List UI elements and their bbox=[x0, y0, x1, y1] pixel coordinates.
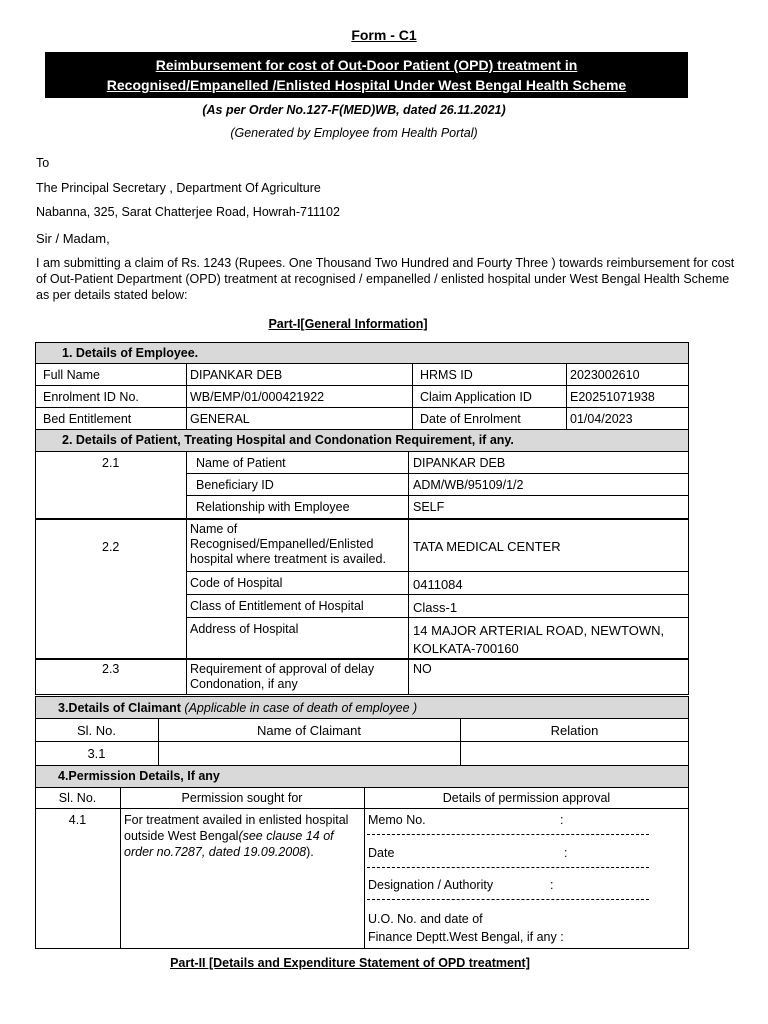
part1-title: Part-I[General Information] bbox=[268, 317, 428, 331]
patient-value: DIPANKAR DEB bbox=[413, 456, 506, 470]
section2-heading: 2. Details of Patient, Treating Hospital and Condonation Requirement, if any. bbox=[62, 433, 514, 447]
hospital-value: TATA MEDICAL CENTER bbox=[413, 539, 561, 554]
section4-heading: 4.Permission Details, If any bbox=[58, 769, 220, 783]
row-2-2: 2.2 bbox=[102, 540, 120, 554]
claimant-col-relation: Relation bbox=[550, 723, 599, 738]
hrms-label: HRMS ID bbox=[420, 368, 473, 382]
form-title: Form - C1 bbox=[351, 27, 417, 43]
doe-value: 01/04/2023 bbox=[570, 412, 633, 426]
part2-title: Part-II [Details and Expenditure Statement of OPD treatment] bbox=[170, 956, 530, 970]
designation-label: Designation / Authority bbox=[368, 878, 494, 892]
delay-value: NO bbox=[413, 662, 432, 676]
section3-heading: 3.Details of Claimant (Applicable in case of death of employee ) bbox=[58, 701, 418, 715]
date-colon: : bbox=[564, 846, 568, 860]
address-label: Address of Hospital bbox=[190, 622, 299, 636]
class-value: Class-1 bbox=[413, 600, 458, 615]
permission-row-sl: 4.1 bbox=[68, 813, 87, 827]
row-2-3: 2.3 bbox=[102, 662, 120, 676]
relationship-value: SELF bbox=[413, 500, 445, 514]
code-value: 0411084 bbox=[413, 577, 463, 592]
designation-colon: : bbox=[550, 878, 554, 892]
full-name-label: Full Name bbox=[43, 368, 100, 382]
claim-value: E20251071938 bbox=[570, 390, 655, 404]
generated-note: (Generated by Employee from Health Portal) bbox=[230, 126, 478, 140]
hospital-label: Name of Recognised/Empanelled/Enlisted hospital where treatment is availed. bbox=[190, 522, 386, 566]
beneficiary-label: Beneficiary ID bbox=[196, 478, 274, 492]
permission-col-details: Details of permission approval bbox=[442, 791, 611, 805]
enrolment-label: Enrolment ID No. bbox=[43, 390, 139, 404]
banner-line-1: Reimbursement for cost of Out-Door Patient (OPD) treatment in bbox=[155, 57, 578, 73]
delay-label: Requirement of approval of delay Condonation, if any bbox=[190, 662, 375, 691]
memo-label: Memo No. bbox=[368, 813, 426, 827]
letter-to: To bbox=[36, 156, 50, 170]
date-label: Date bbox=[368, 846, 395, 860]
hrms-value: 2023002610 bbox=[570, 368, 640, 382]
section1-heading: 1. Details of Employee. bbox=[62, 346, 199, 360]
form-banner bbox=[45, 52, 688, 98]
class-label: Class of Entitlement of Hospital bbox=[190, 599, 364, 613]
row-2-1: 2.1 bbox=[102, 456, 120, 470]
beneficiary-value: ADM/WB/95109/1/2 bbox=[413, 478, 524, 492]
permission-sought-text: For treatment availed in enlisted hospital outside West Bengal(see clause 14 of order no.7287, dated 19.09.2008). bbox=[124, 813, 349, 859]
divider bbox=[367, 834, 649, 835]
permission-col-sl: Sl. No. bbox=[58, 791, 97, 805]
claimant-col-name: Name of Claimant bbox=[256, 723, 362, 738]
order-reference: (As per Order No.127-F(MED)WB, dated 26.11.2021) bbox=[202, 103, 506, 117]
letter-salutation: Sir / Madam, bbox=[36, 231, 110, 246]
letter-body: I am submitting a claim of Rs. 1243 (Rupees. One Thousand Two Hundred and Fourty Three ) towards reimbursement for cost of Out-Patient Department (OPD) treatment at recognised / empanelled / enlisted hospital under West Bengal Health Scheme as per details stated below: bbox=[36, 256, 735, 302]
memo-colon: : bbox=[560, 813, 564, 827]
claimant-row-sl: 3.1 bbox=[87, 746, 106, 761]
uo-label: U.O. No. and date of Finance Deptt.West Bengal, if any : bbox=[368, 912, 564, 944]
doe-label: Date of Enrolment bbox=[420, 412, 521, 426]
letter-address: Nabanna, 325, Sarat Chatterjee Road, Howrah-711102 bbox=[36, 205, 340, 219]
bed-label: Bed Entitlement bbox=[43, 412, 132, 426]
divider bbox=[367, 899, 649, 900]
banner-line-2: Recognised/Empanelled /Enlisted Hospital Under West Bengal Health Scheme bbox=[106, 77, 627, 93]
address-value: 14 MAJOR ARTERIAL ROAD, NEWTOWN, KOLKATA-700160 bbox=[413, 623, 665, 656]
patient-label: Name of Patient bbox=[196, 456, 286, 470]
letter-addressee: The Principal Secretary , Department Of Agriculture bbox=[36, 181, 321, 195]
full-name-value: DIPANKAR DEB bbox=[190, 368, 283, 382]
divider bbox=[367, 867, 649, 868]
enrolment-value: WB/EMP/01/000421922 bbox=[190, 390, 325, 404]
bed-value: GENERAL bbox=[190, 412, 250, 426]
relationship-label: Relationship with Employee bbox=[196, 500, 350, 514]
claim-label: Claim Application ID bbox=[420, 390, 532, 404]
code-label: Code of Hospital bbox=[190, 576, 283, 590]
claimant-col-sl: Sl. No. bbox=[76, 723, 116, 738]
permission-col-sought: Permission sought for bbox=[181, 791, 303, 805]
